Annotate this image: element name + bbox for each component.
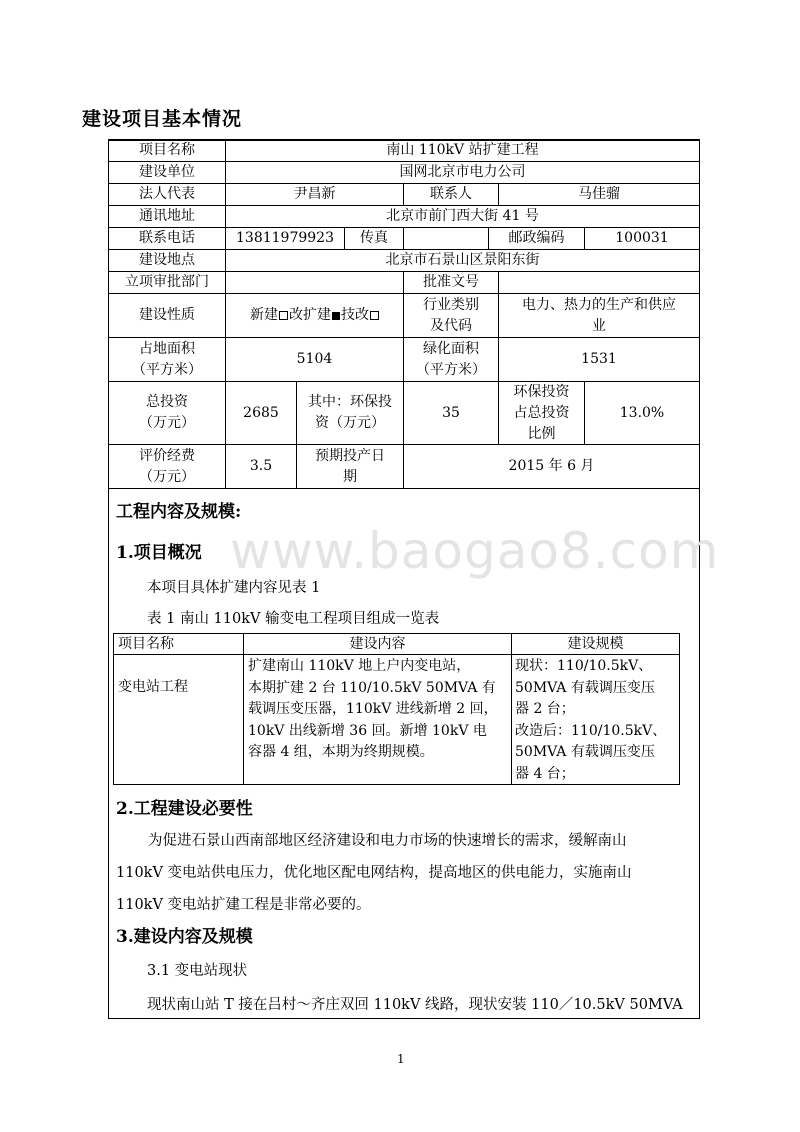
postcode-value: 100031 bbox=[615, 230, 669, 246]
nature-tech-label: 技改 bbox=[341, 307, 369, 323]
industry-value bbox=[499, 294, 699, 337]
table1-header-name: 项目名称 bbox=[118, 636, 174, 652]
unit-label: 建设单位 bbox=[139, 164, 195, 180]
prod-date-value: 2015 年 6 月 bbox=[508, 458, 595, 474]
table1-header-content: 建设内容 bbox=[349, 636, 406, 652]
postcode-label: 邮政编码 bbox=[508, 230, 565, 246]
industry-label-line1: 行业类别 bbox=[423, 296, 479, 313]
env-ratio-label-line1: 环保投资 bbox=[513, 383, 570, 400]
address-value: 北京市前门西大街 41 号 bbox=[386, 208, 539, 224]
table1-content-line: 载调压变压器，110kV 进线新增 2 回， bbox=[248, 701, 498, 717]
table1-scale-line: 器 4 台； bbox=[515, 765, 575, 782]
project-name-value: 南山 110kV 站扩建工程 bbox=[386, 142, 539, 158]
page-number: 1 bbox=[397, 1052, 405, 1066]
green-label bbox=[404, 338, 498, 381]
checkbox-checked-icon bbox=[332, 312, 340, 320]
table1-row-content bbox=[248, 656, 498, 764]
eval-fee-value: 3.5 bbox=[249, 458, 273, 474]
env-ratio-value: 13.0% bbox=[619, 404, 665, 421]
phone-label: 联系电话 bbox=[139, 230, 195, 246]
prod-date-label-line1: 预期投产日 bbox=[315, 447, 385, 464]
site-value: 北京市石景山区景阳东街 bbox=[385, 252, 540, 268]
page-title: 建设项目基本情况 bbox=[82, 108, 243, 130]
eval-fee-label-line2: （万元） bbox=[139, 468, 195, 485]
table1-row-scale bbox=[515, 656, 666, 785]
table1-scale-line: 改造后：110/10.5kV、 bbox=[515, 722, 667, 739]
project-name-label: 项目名称 bbox=[139, 142, 195, 158]
area-label-line2: （平方米） bbox=[132, 361, 202, 378]
site-label: 建设地点 bbox=[139, 252, 195, 268]
env-invest-label bbox=[297, 382, 403, 444]
unit-value: 国网北京市电力公司 bbox=[399, 164, 526, 180]
nature-options bbox=[226, 294, 403, 337]
table1-scale-line: 50MVA 有载调压变压 bbox=[515, 679, 655, 696]
area-label-line1: 占地面积 bbox=[139, 340, 195, 357]
table1-content-line: 10kV 出线新增 36 回。新增 10kV 电 bbox=[248, 722, 487, 739]
s2-title: 2.工程建设必要性 bbox=[116, 799, 253, 819]
industry-label bbox=[404, 294, 498, 337]
approval-doc-value bbox=[499, 272, 699, 293]
s2-line: 110kV 变电站扩建工程是非常必要的。 bbox=[116, 897, 371, 913]
env-ratio-label-line2: 占总投资 bbox=[513, 404, 570, 421]
fax-value bbox=[404, 228, 488, 249]
s31-paragraph: 现状南山站 T 接在吕村～齐庄双回 110kV 线路，现状安装 110／10.5kV 50MVA bbox=[147, 997, 683, 1013]
prod-date-label bbox=[297, 445, 403, 488]
s1-paragraph: 本项目具体扩建内容见表 1 bbox=[147, 580, 321, 596]
invest-label-line2: （万元） bbox=[139, 415, 195, 431]
env-invest-label-line2: 资（万元） bbox=[315, 415, 385, 431]
eval-fee-label bbox=[109, 445, 225, 488]
address-label: 通讯地址 bbox=[139, 208, 195, 224]
green-label-line1: 绿化面积 bbox=[423, 340, 479, 357]
fax-label: 传真 bbox=[360, 230, 388, 246]
table1-content-line: 容器 4 组，本期为终期规模。 bbox=[248, 744, 434, 760]
s1-title: 1.项目概况 bbox=[116, 543, 202, 563]
invest-label-line1: 总投资 bbox=[146, 394, 188, 410]
legal-rep-label: 法人代表 bbox=[139, 186, 195, 202]
contact-value: 马佳骝 bbox=[578, 186, 620, 202]
table1-content-line: 本期扩建 2 台 110/10.5kV 50MVA 有 bbox=[248, 679, 496, 696]
env-invest-value: 35 bbox=[442, 404, 460, 421]
invest-label bbox=[109, 382, 225, 444]
nature-expand-label: 改扩建 bbox=[289, 307, 331, 323]
legal-rep-value: 尹昌新 bbox=[293, 186, 336, 202]
table1-scale-line: 器 2 台； bbox=[515, 701, 575, 717]
table1-header-scale: 建设规模 bbox=[567, 636, 624, 652]
checkbox-empty-icon bbox=[279, 311, 288, 320]
checkbox-empty-icon bbox=[370, 311, 379, 320]
env-ratio-label bbox=[499, 382, 584, 444]
table1-scale-line: 现状：110/10.5kV、 bbox=[515, 658, 653, 674]
green-value: 1531 bbox=[581, 351, 617, 367]
s2-line: 为促进石景山西南部地区经济建设和电力市场的快速增长的需求，缓解南山 bbox=[148, 833, 627, 849]
table1-caption: 表 1 南山 110kV 输变电工程项目组成一览表 bbox=[147, 611, 440, 627]
industry-value-line2: 业 bbox=[592, 317, 606, 334]
nature-new-label: 新建 bbox=[250, 307, 278, 323]
contact-label: 联系人 bbox=[430, 186, 472, 202]
table1-content-line: 扩建南山 110kV 地上户内变电站， bbox=[248, 658, 471, 674]
area-value: 5104 bbox=[296, 351, 333, 367]
phone-value: 13811979923 bbox=[236, 230, 334, 246]
approval-dept-value bbox=[226, 272, 403, 293]
env-invest-label-line1: 其中：环保投 bbox=[308, 394, 392, 410]
area-label bbox=[109, 338, 225, 381]
prod-date-label-line2: 期 bbox=[343, 468, 357, 485]
watermark: www.baogao8.com bbox=[230, 522, 720, 580]
nature-label: 建设性质 bbox=[139, 307, 195, 323]
approval-doc-label: 批准文号 bbox=[423, 274, 479, 290]
section-title: 工程内容及规模: bbox=[116, 502, 242, 522]
s31-title: 3.1 变电站现状 bbox=[147, 963, 248, 979]
env-ratio-label-line3: 比例 bbox=[527, 425, 556, 442]
eval-fee-label-line1: 评价经费 bbox=[139, 447, 195, 464]
s3-title: 3.建设内容及规模 bbox=[116, 927, 253, 947]
green-label-line2: （平方米） bbox=[416, 361, 486, 378]
table1-scale-line: 50MVA 有载调压变压 bbox=[515, 744, 655, 760]
invest-value: 2685 bbox=[243, 404, 279, 421]
approval-dept-label: 立项审批部门 bbox=[125, 274, 209, 290]
industry-label-line2: 及代码 bbox=[430, 317, 472, 334]
s2-line: 110kV 变电站供电压力，优化地区配电网结构，提高地区的供电能力，实施南山 bbox=[116, 865, 632, 881]
industry-value-line1: 电力、热力的生产和供应 bbox=[522, 296, 676, 313]
table1-row-name: 变电站工程 bbox=[118, 679, 188, 695]
